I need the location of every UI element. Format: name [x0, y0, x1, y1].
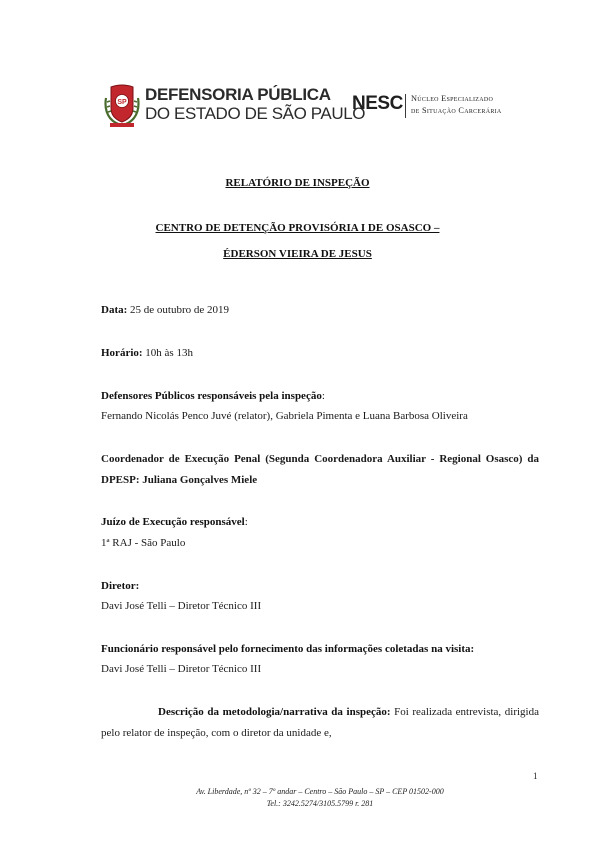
- footer-address: Av. Liberdade, nº 32 – 7º andar – Centro – São Paulo – SP – CEP 01502-000: [196, 787, 444, 796]
- official-label: Funcionário responsável pelo fornecimento das informações coletadas na visita:: [101, 643, 475, 655]
- nesc-subtitle-line2: de Situação Carcerária: [411, 106, 502, 115]
- director-label-row: [101, 576, 539, 597]
- date-value: 25 de outubro de 2019: [127, 304, 230, 316]
- nesc-subtitle-line1: Núcleo Especializado: [411, 94, 494, 103]
- sao-paulo-crest-icon: [104, 84, 140, 128]
- page-number: 1: [533, 771, 538, 781]
- court-label: Juízo de Execução responsável: [101, 516, 245, 528]
- date-label: Data:: [101, 304, 128, 316]
- defensoria-name: DEFENSORIA PÚBLICA: [145, 85, 331, 104]
- methodology-paragraph: [101, 702, 539, 744]
- defensoria-logo: [104, 84, 366, 128]
- methodology-label: Descrição da metodologia/narrativa da inspeção:: [158, 706, 391, 718]
- nesc-divider: [405, 94, 406, 118]
- nesc-mark: NESC: [352, 93, 403, 114]
- unit-name-line1: CENTRO DE DETENÇÃO PROVISÓRIA I DE OSASCO –: [155, 222, 440, 234]
- official-value: Davi José Telli – Diretor Técnico III: [101, 663, 262, 675]
- official-label-row: [101, 639, 539, 660]
- nesc-logo: [352, 92, 522, 122]
- report-title: RELATÓRIO DE INSPEÇÃO: [225, 177, 370, 189]
- defenders-label-row: [101, 386, 539, 407]
- defensoria-subname: DO ESTADO DE SÃO PAULO: [145, 104, 366, 123]
- time-value: 10h às 13h: [142, 347, 193, 359]
- time-label: Horário:: [101, 347, 143, 359]
- court-colon: :: [244, 516, 248, 528]
- court-value: 1ª RAJ - São Paulo: [101, 537, 186, 549]
- time-row: [101, 343, 539, 364]
- unit-name-line2: ÉDERSON VIEIRA DE JESUS: [223, 248, 372, 260]
- defenders-value: Fernando Nicolás Penco Juvé (relator), Gabriela Pimenta e Luana Barbosa Oliveira: [101, 410, 468, 422]
- defenders-colon: :: [321, 390, 325, 402]
- defenders-label: Defensores Públicos responsáveis pela inspeção: [101, 390, 322, 402]
- director-label: Diretor:: [101, 580, 140, 592]
- court-label-row: [101, 512, 539, 533]
- date-row: [101, 300, 539, 321]
- footer-phone: Tel.: 3242.5274/3105.5799 r. 281: [266, 799, 374, 808]
- director-value: Davi José Telli – Diretor Técnico III: [101, 600, 262, 612]
- crest-initials: SP: [117, 99, 127, 106]
- coordinator-text: Coordenador de Execução Penal (Segunda Coordenadora Auxiliar - Regional Osasco) da DPESP: Juliana Gonçalves Miele: [101, 453, 539, 486]
- methodology-text: Foi realizada entrevista, dirigida pelo relator de inspeção, com o diretor da unidade e,: [101, 706, 539, 739]
